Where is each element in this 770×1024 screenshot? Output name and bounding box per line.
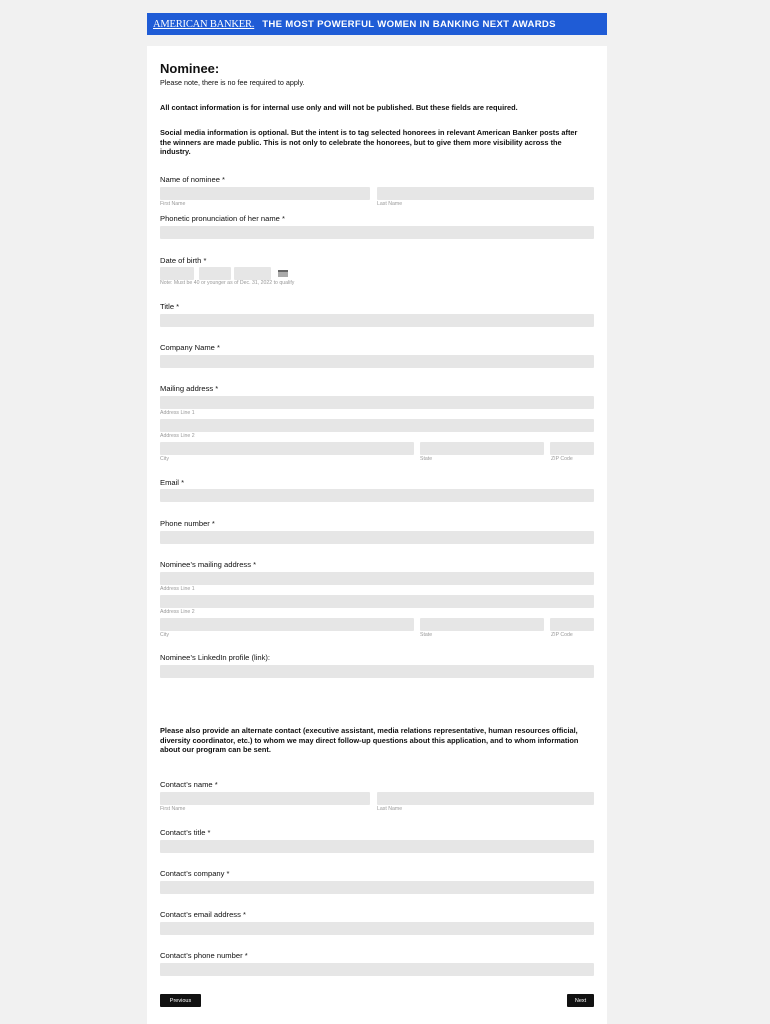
dob-note: Note: Must be 40 or younger as of Dec. 31, 2022 to qualify (160, 280, 295, 286)
linkedin-input[interactable] (160, 665, 594, 678)
linkedin-label: Nominee’s LinkedIn profile (link): (160, 653, 271, 662)
nominee-address-line2-input[interactable] (160, 595, 594, 608)
banner-headline: THE MOST POWERFUL WOMEN IN BANKING NEXT AWARDS (262, 18, 556, 30)
alternate-contact-note: Please also provide an alternate contact (executive assistant, media relations representative, human resources official, diversity coordinator, etc.) to whom we may direct follow-up questions about this application, and to whom information about our program can be sent. (160, 726, 579, 754)
nominee-zip-input[interactable] (550, 618, 594, 631)
contact-info-note: All contact information is for internal use only and will not be published. But these fields are required. (160, 103, 518, 112)
contact-first-name-caption: First Name (160, 806, 186, 812)
contact-company-label: Contact’s company * (160, 869, 230, 878)
contact-email-input[interactable] (160, 922, 594, 935)
contact-company-input[interactable] (160, 881, 594, 894)
nominee-state-caption: State (420, 632, 433, 638)
calendar-icon[interactable] (278, 270, 288, 277)
phonetic-input[interactable] (160, 226, 594, 239)
first-name-caption: First Name (160, 201, 186, 207)
dob-month-input[interactable] (160, 267, 194, 280)
contact-phone-input[interactable] (160, 963, 594, 976)
fee-note: Please note, there is no fee required to apply. (160, 78, 305, 87)
social-media-note: Social media information is optional. But the intent is to tag selected honorees in relevant American Banker posts after the winners are made public. This is not only to celebrate the honorees, but to give them more visibility across the industry. (160, 128, 578, 156)
company-label: Company Name * (160, 343, 220, 352)
contact-email-label: Contact’s email address * (160, 910, 246, 919)
american-banker-logo[interactable]: AMERICAN BANKER. (153, 18, 255, 30)
city-caption: City (160, 456, 169, 462)
nominee-last-name-input[interactable] (377, 187, 594, 200)
header-banner (147, 13, 607, 35)
email-label: Email * (160, 478, 185, 487)
contact-last-name-caption: Last Name (377, 806, 403, 812)
nominee-address-line2-caption: Address Line 2 (160, 609, 195, 615)
phone-label: Phone number * (160, 519, 215, 528)
state-input[interactable] (420, 442, 544, 455)
nominee-city-caption: City (160, 632, 169, 638)
mailing-address-label: Mailing address * (160, 384, 219, 393)
form-heading: Nominee: (160, 61, 220, 76)
nominee-city-input[interactable] (160, 618, 414, 631)
contact-name-label: Contact’s name * (160, 780, 218, 789)
address-line2-input[interactable] (160, 419, 594, 432)
title-input[interactable] (160, 314, 594, 327)
nominee-address-line1-input[interactable] (160, 572, 594, 585)
contact-phone-label: Contact’s phone number * (160, 951, 248, 960)
dob-year-input[interactable] (234, 267, 271, 280)
email-input[interactable] (160, 489, 594, 502)
dob-day-input[interactable] (199, 267, 231, 280)
nomination-form (147, 46, 607, 1024)
previous-button[interactable]: Previous (160, 994, 201, 1007)
zip-input[interactable] (550, 442, 594, 455)
contact-first-name-input[interactable] (160, 792, 370, 805)
zip-caption: ZIP Code (551, 456, 573, 462)
phonetic-label: Phonetic pronunciation of her name * (160, 214, 285, 223)
phone-input[interactable] (160, 531, 594, 544)
nominee-name-label: Name of nominee * (160, 175, 226, 184)
address-line1-caption: Address Line 1 (160, 410, 195, 416)
address-line2-caption: Address Line 2 (160, 433, 195, 439)
nominee-first-name-input[interactable] (160, 187, 370, 200)
contact-title-input[interactable] (160, 840, 594, 853)
nominee-address-line1-caption: Address Line 1 (160, 586, 195, 592)
title-label: Title * (160, 302, 180, 311)
dob-label: Date of birth * (160, 256, 207, 265)
nominee-mailing-label: Nominee’s mailing address * (160, 560, 257, 569)
company-input[interactable] (160, 355, 594, 368)
state-caption: State (420, 456, 433, 462)
city-input[interactable] (160, 442, 414, 455)
contact-title-label: Contact’s title * (160, 828, 211, 837)
last-name-caption: Last Name (377, 201, 403, 207)
nominee-state-input[interactable] (420, 618, 544, 631)
nominee-zip-caption: ZIP Code (551, 632, 573, 638)
contact-last-name-input[interactable] (377, 792, 594, 805)
address-line1-input[interactable] (160, 396, 594, 409)
next-button[interactable]: Next (567, 994, 594, 1007)
